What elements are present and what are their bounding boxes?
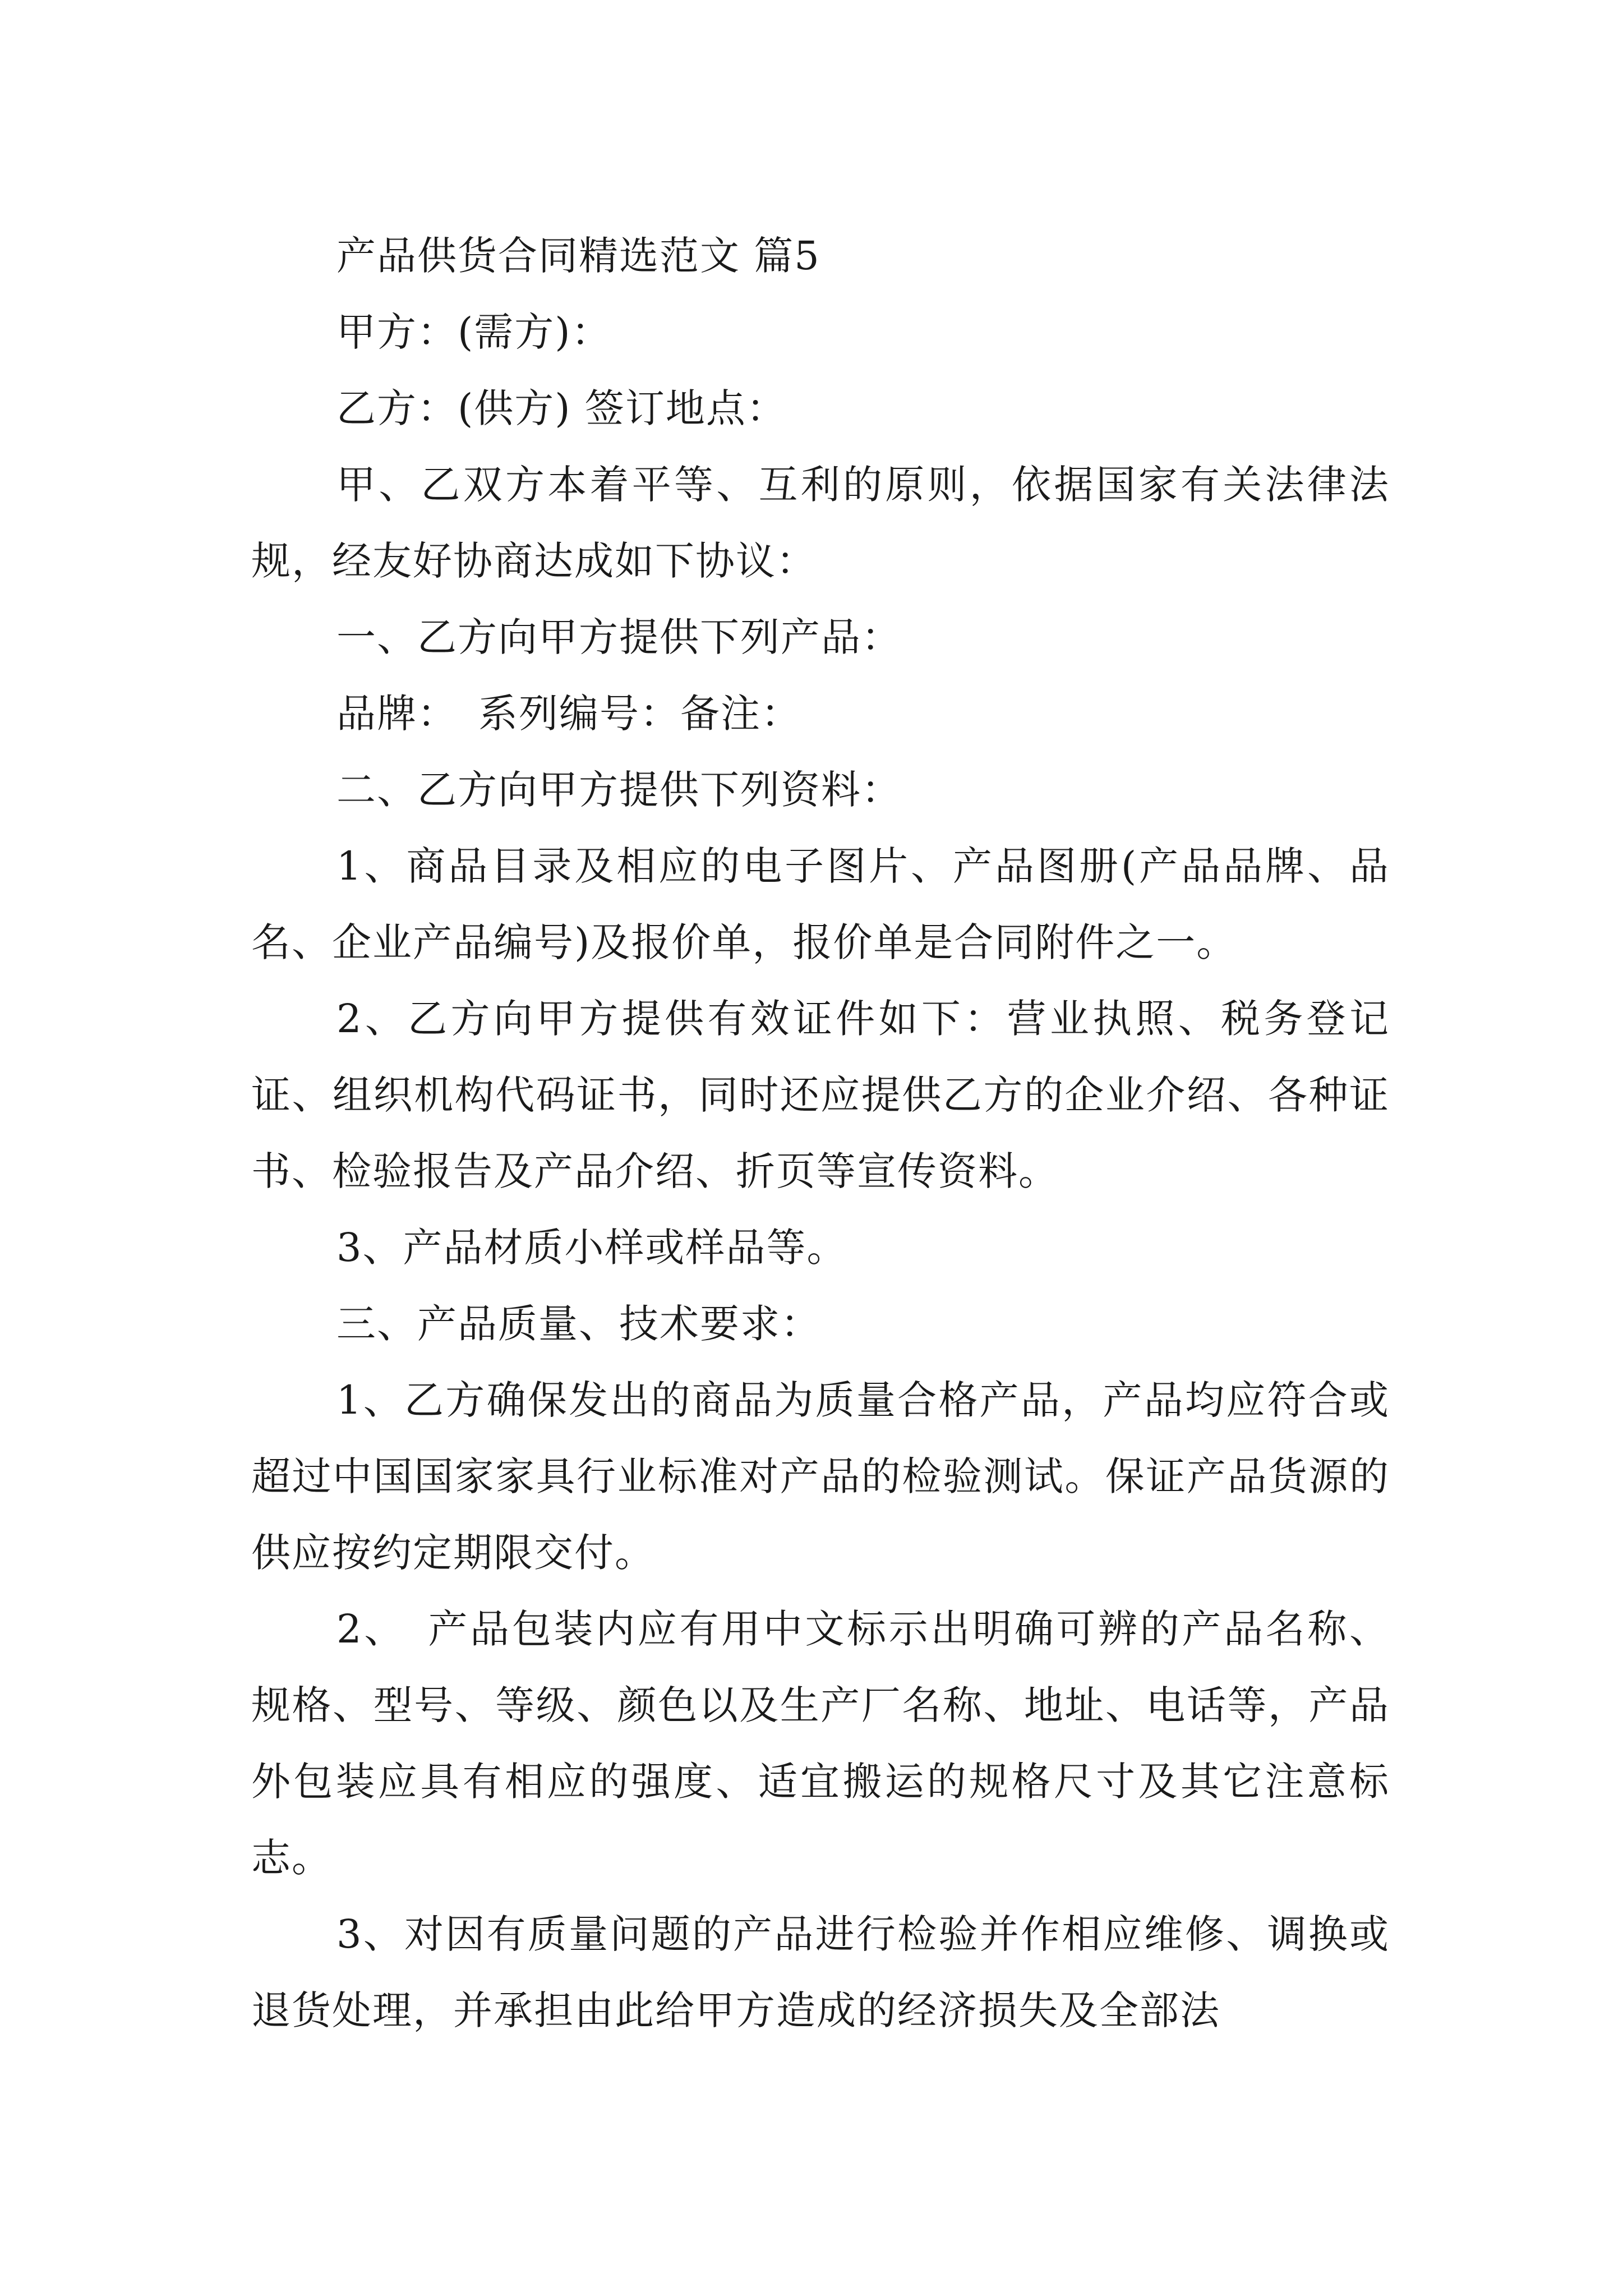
document-title: 产品供货合同精选范文 篇5 (336, 233, 820, 279)
clause-3-3: 3、对因有质量问题的产品进行检验并作相应维修、调换或退货处理，并承担由此给甲方造成的经济损失及全部法 (251, 1911, 1390, 2033)
party-b-line: 乙方：(供方) 签订地点： (336, 385, 787, 431)
clause-2-2: 2、乙方向甲方提供有效证件如下：营业执照、税务登记证、组织机构代码证书，同时还应提供乙方的企业介绍、各种证书、检验报告及产品介绍、折页等宣传资料。 (251, 996, 1390, 1194)
contract-body (251, 218, 1390, 2049)
clause-2-1: 1、商品目录及相应的电子图片、产品图册(产品品牌、品名、企业产品编号)及报价单，报价单是合同附件之一。 (251, 843, 1390, 965)
clause-3-2: 2、 产品包装内应有用中文标示出明确可辨的产品名称、规格、型号、等级、颜色以及生产厂名称、地址、电话等，产品外包装应具有相应的强度、适宜搬运的规格尺寸及其它注意标志。 (251, 1606, 1390, 1881)
section-two-heading: 二、乙方向甲方提供下列资料： (336, 767, 902, 813)
brand-line: 品牌： 系列编号：备注： (336, 691, 801, 737)
clause-2-3: 3、产品材质小样或样品等。 (336, 1225, 847, 1271)
section-three-heading: 三、产品质量、技术要求： (336, 1301, 821, 1347)
section-one-heading: 一、乙方向甲方提供下列产品： (336, 614, 902, 660)
clause-3-1: 1、乙方确保发出的商品为质量合格产品，产品均应符合或超过中国国家家具行业标准对产品的检验测试。保证产品货源的供应按约定期限交付。 (251, 1377, 1390, 1576)
party-a-line: 甲方：(需方)： (336, 309, 612, 355)
preamble-paragraph: 甲、乙双方本着平等、互利的原则，依据国家有关法律法规，经友好协商达成如下协议： (251, 462, 1390, 584)
